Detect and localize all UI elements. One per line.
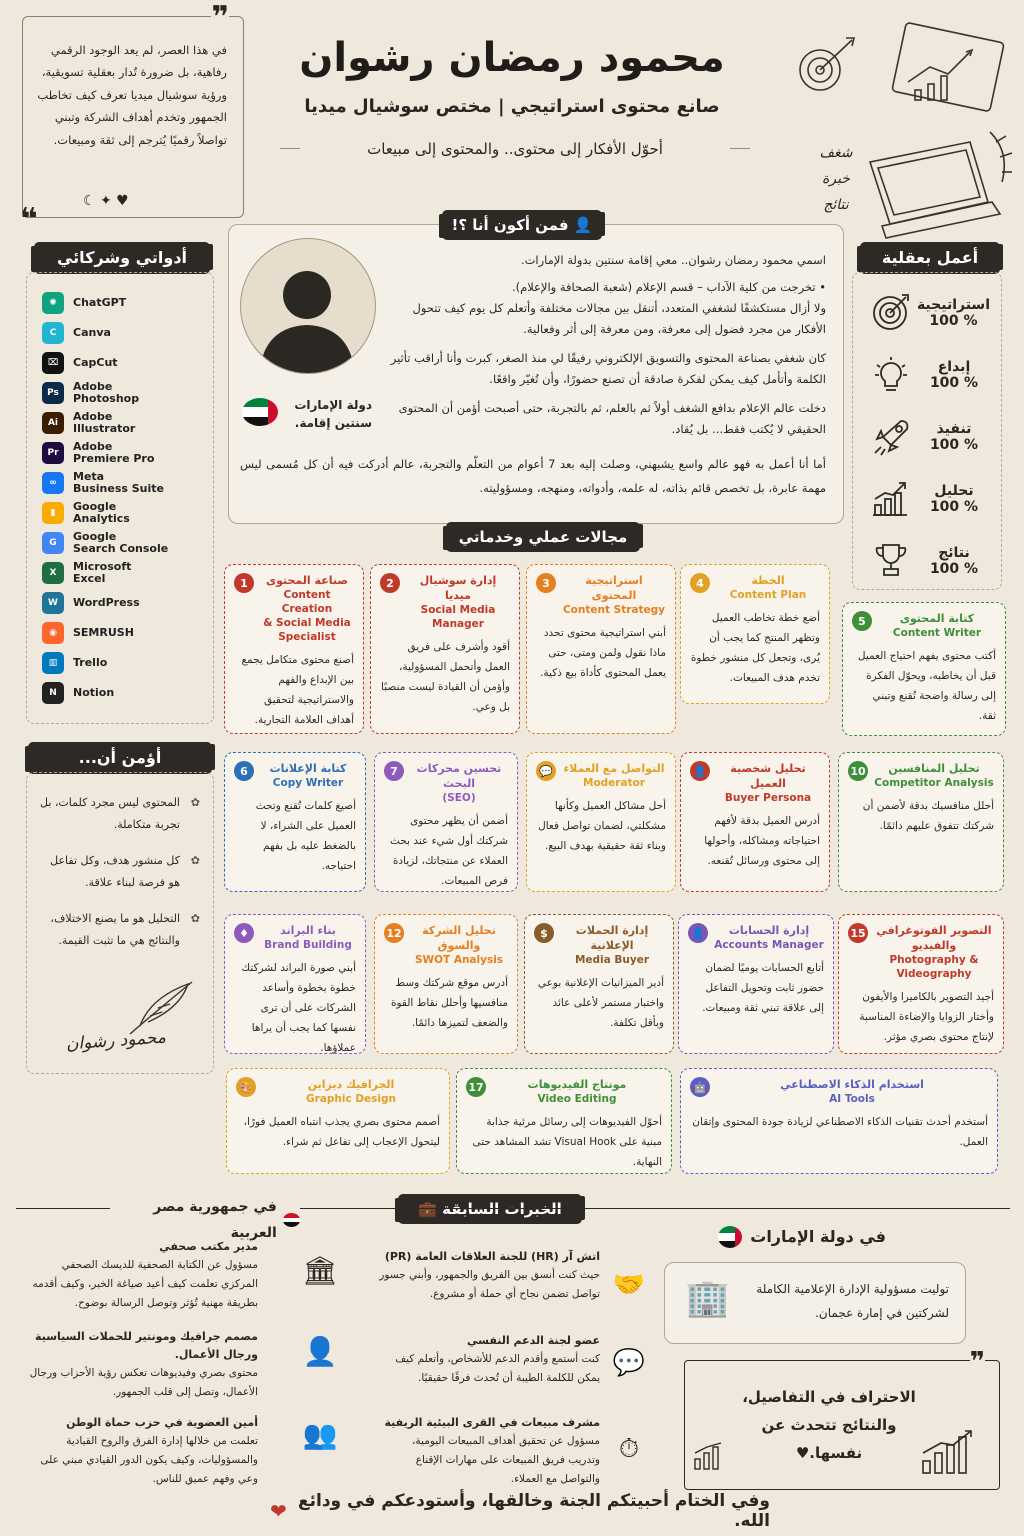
country-label: دولة الإمارات [294,398,372,412]
service-number-badge: 3 [536,573,556,593]
experience-body: حيث كنت أنسق بين الفريق والجمهور، وأبني جسور تواصل تضمن نجاح أي حملة أو مشروع. [379,1269,600,1300]
small-chart-icon [693,1441,729,1471]
service-title-en: Graphic Design [305,1093,397,1105]
service-number-badge: 6 [234,761,254,781]
service-title-ar: استخدام الذكاء الاصطناعي [780,1078,924,1091]
services-title: مجالات عملي وخدماتي [448,524,638,550]
service-number-badge: 👤 [690,761,710,781]
experience-mid-list [378,1248,600,1489]
service-description: أقود وأشرف على فريق العمل وأتحمل المسؤولية، وأؤمن أن القيادة ليست منصبًا بل وعي. [381,641,510,713]
service-description: أضع خطة تخاطب العميل وتظهر المنتج كما يجب أن يُرى، وتجعل كل منشور خطوة تخدم هدف المبيعات. [690,612,820,684]
service-header [384,923,508,967]
skill-text [917,297,990,329]
service-description: أجيد التصوير بالكاميرا والأيفون وأختار الزوايا والإضاءة المناسبة لإنتاج محتوى بصري مؤثر. [859,991,994,1043]
belief-item: ✿ المحتوى ليس مجرد كلمات، بل تجربة متكاملة. [36,792,200,836]
service-title-en: Content Creation & Social Media Specialist [263,589,351,643]
service-title-ar: تحسين محركات البحث [416,762,502,790]
service-title-ar: كتابة المحتوى [899,612,975,625]
photoshop-icon: Ps [42,382,64,404]
skill-item [856,530,998,592]
capcut-icon: ⌧ [42,352,64,374]
person-role: صانع محتوى استراتيجي | مختص سوشيال ميديا [304,96,720,117]
about-text [384,250,826,440]
service-header [848,923,994,981]
beliefs-list [36,792,200,966]
about-p4: كان شغفي بصناعة المحتوى والتسويق الإلكتروني رفيقًا لي منذ الصغر، كبرت وأنا أراقب تأثير الكلمة وأتأمل كيف يمكن لفكرة صادقة أن تصنع حضورًا، وأن تُغيّر واقعًا. [390,351,826,386]
skill-percent: 100 % [929,499,979,515]
handshake-icon: 🤝 [612,1270,646,1300]
google-analytics-icon: ▮ [42,502,64,524]
tool-item [42,498,202,528]
uae-flag-small-icon [718,1226,742,1248]
service-header [848,761,994,790]
tool-item [42,378,202,408]
skill-item [856,406,998,468]
tool-name: Canva [73,326,111,339]
chatgpt-icon: ✺ [42,292,64,314]
illustrator-icon: Ai [42,412,64,434]
service-header [690,573,820,602]
canva-icon: C [42,322,64,344]
service-title-ar: تحليل شخصية العميل [730,762,806,790]
tool-item [42,348,202,378]
service-description: أستخدم أحدث تقنيات الذكاء الاصطناعي لزيادة جودة المحتوى وإتقان العمل. [692,1116,988,1148]
person-silhouette-icon [240,239,375,374]
rocket-icon [864,412,918,462]
tool-item [42,288,202,318]
excel-icon: X [42,562,64,584]
footer [270,1491,770,1531]
tool-name: Microsoft Excel [73,560,132,585]
clock-icon: ⏱ [618,1434,640,1464]
skill-percent: 100 % [929,313,978,329]
notion-icon: N [42,682,64,704]
tool-item [42,468,202,498]
semrush-icon: ◉ [42,622,64,644]
tool-item [42,408,202,438]
service-card [526,752,676,892]
service-description: أصمم محتوى بصري يجذب انتباه العميل فورًا، ليتحول الإعجاب إلى تفاعل ثم شراء. [243,1116,440,1148]
team-icon: 👥 [302,1418,338,1451]
service-header [236,1077,440,1106]
belief-item: ✿ التحليل هو ما يصنع الاختلاف، والنتائج هي ما تثبت القيمة. [36,908,200,952]
tool-item [42,438,202,468]
service-number-badge: 17 [466,1077,486,1097]
side-word-passion: شغف [819,145,853,161]
building-icon: 🏛 [302,1254,338,1287]
service-card [842,602,1006,736]
experience-title: أمين العضوية في حزب حماة الوطن [66,1416,258,1429]
tool-name: Google Analytics [73,500,130,525]
service-card [678,914,834,1054]
service-card [224,914,366,1054]
service-title-en: Content Writer [892,627,982,639]
heart-icon: ❤ [270,1499,287,1523]
tagline: أحوّل الأفكار إلى محتوى.. والمحتوى إلى مبيعات [300,136,730,162]
belief-item: ✿ كل منشور هدف، وكل تفاعل هو فرصة لبناء علاقة. [36,850,200,894]
tools-title: أدواتي وشركائي [36,244,208,272]
person-name: محمود رمضان رشوان [299,35,725,81]
about-title [444,212,600,238]
service-title-ar: إدارة سوشيال ميديا [419,574,497,602]
skills-title: أعمل بعقلية [862,244,998,272]
service-header [234,761,356,790]
support-icon: 💬 [612,1348,646,1378]
service-title-ar: تحليل الشركة والسوق [422,924,496,952]
service-header [536,573,666,617]
service-header [384,761,508,805]
tool-name: Meta Business Suite [73,470,164,495]
experience-item [22,1414,258,1489]
uae-flag-icon [242,398,278,426]
uae-experience-text: توليت مسؤولية الإدارة الإعلامية الكاملة لشركتين في إمارة عجمان. [756,1282,949,1320]
service-description: أدرس العميل بدقة لأفهم احتياجاته ومشاكله، وأحولها إلى محتوى ورسائل تُقنعه. [704,815,820,867]
tool-name: Adobe Photoshop [73,380,140,405]
about-p3: ولا أزال مستكشفًا لشغفي المتعدد، أتنقل بين مجالات مختلفة وأتعلم كل يوم كيف تتحول الأفكار من مجرد فضول إلى معرفة، ومن معرفة إلى أثر وفعالية. [412,301,826,336]
service-title-ar: إدارة الحسابات [728,924,810,937]
service-title-ar: الجرافيك ديزاين [307,1078,395,1091]
tool-item [42,318,202,348]
service-title-ar: الخطة [751,574,785,587]
experience-item [22,1238,258,1328]
service-description: أضمن أن يظهر محتوى شركتك أول شيء عند بحث العملاء عن منتجاتك، لزيادة فرص المبيعات. [389,815,508,887]
service-title-en: Social Media Manager [420,604,496,630]
service-card [224,752,366,892]
tool-name: Google Search Console [73,530,169,555]
side-word-experience: خبرة [822,171,850,187]
service-number-badge: 12 [384,923,404,943]
service-title-ar: مونتاج الفيديوهات [527,1078,627,1091]
service-title-ar: التصوير الفوتوغرافي والفيديو [876,924,992,952]
growth-chart-icon [919,1427,977,1477]
target-arrow-sketch-icon [790,30,860,100]
service-number-badge: 4 [690,573,710,593]
service-card [226,1068,450,1174]
experience-icons-mid [604,1270,654,1465]
side-word-results: نتائج [823,197,849,213]
service-title-ar: كتابة الإعلانات [269,762,347,775]
service-title-en: Photography & Videography [889,954,979,980]
experience-title: اتش آر (HR) للجنة العلاقات العامة (PR) [384,1250,600,1263]
service-title-en: Brand Building [264,939,352,951]
tool-name: Adobe Illustrator [73,410,136,435]
service-card [680,1068,998,1174]
service-title-en: Content Plan [729,589,807,601]
service-header [688,923,824,952]
service-number-badge: 5 [852,611,872,631]
service-title-en: Media Buyer [574,954,650,966]
service-description: أتابع الحسابات يوميًا لضمان حضور ثابت وتحويل التفاعل إلى علاقة تبني ثقة ومبيعات. [702,962,824,1014]
skill-label: تحليل [934,483,974,499]
service-title-ar: بناء البراند [280,924,336,937]
service-description: أحوّل الفيديوهات إلى رسائل مرئية جذابة مبنية على Visual Hook تشد المشاهد حتى النهاية. [472,1116,662,1168]
meta-icon: ∞ [42,472,64,494]
service-title-en: Video Editing [537,1093,617,1105]
experience-title: مدير مكتب صحفي [159,1240,258,1253]
footer-text: وفي الختام أحبيتكم الجنة وخالقها، وأستودعكم في ودائع الله. [298,1491,770,1531]
closing-quote-line2: والنتائج تتحدث عن نفسها.♥ [761,1416,897,1462]
service-title-ar: إدارة الحملات الإعلانية [575,924,649,952]
about-title-text: فمن أكون أنا ؟! [451,216,569,234]
trello-icon: ▥ [42,652,64,674]
residence-label: سنتين إقامة. [294,416,372,430]
service-number-badge: 🎨 [236,1077,256,1097]
wordpress-icon: W [42,592,64,614]
service-title-en: Competitor Analysis [874,777,994,789]
experience-body: محتوى بصري وفيديوهات تعكس رؤية الأحزاب ورجال الأعمال، وتصل إلى قلب الجمهور. [29,1367,258,1398]
trophy-icon [864,536,918,586]
service-description: أصيغ كلمات تُقنع وتحث العميل على الشراء، لا بالضغط عليه بل بفهم احتياجه. [255,800,356,872]
tool-name: SEMRUSH [73,626,134,639]
service-card [680,752,830,892]
egypt-flag-icon [283,1213,300,1227]
tool-item [42,678,202,708]
user-icon: 👤 [568,216,593,234]
tools-list [42,288,202,708]
tool-item [42,558,202,588]
experience-body: مسؤول عن تحقيق أهداف المبيعات اليومية، وتدريب فريق المبيعات على مهارات الإقناع والتواصل مع العملاء. [412,1435,600,1485]
service-number-badge: 💬 [536,761,556,781]
service-title-en: (SEO) [442,792,476,804]
tool-item [42,588,202,618]
skill-label: تنفيذ [936,421,972,437]
tool-item [42,618,202,648]
about-p2: • تخرجت من كلية الآداب – قسم الإعلام (شعبة الصحافة والإعلام). [511,280,826,294]
bar-chart-icon [864,474,918,524]
service-number-badge: 👤 [688,923,708,943]
search-console-icon: G [42,532,64,554]
service-title-en: Content Strategy [562,604,666,616]
service-header [534,923,664,967]
service-number-badge: 10 [848,761,868,781]
quote-mark-icon: ❞ [211,0,229,35]
tool-name: Notion [73,686,115,699]
service-title-en: Accounts Manager [714,939,824,951]
service-number-badge: 7 [384,761,404,781]
avatar [240,238,376,374]
egypt-title: في جمهورية مصر العربية [153,1199,277,1241]
experience-title: عضو لجنة الدعم النفسي [467,1334,600,1347]
office-building-icon: 🏢 [685,1278,730,1319]
skill-item [856,344,998,406]
experience-item [378,1414,600,1489]
quote-box [22,0,244,218]
service-description: أصنع محتوى متكامل يجمع بين الإبداع والفهم والاستراتيجية لتحقيق أهداف العلامة التجارية. [241,654,354,726]
experience-title [400,1196,580,1222]
service-card [374,752,518,892]
service-number-badge: 2 [380,573,400,593]
service-number-badge: 1 [234,573,254,593]
service-description: أدرس موقع شركتك وسط منافسيها وأحلل نقاط القوة والضعف لتميزها دائمًا. [390,977,508,1029]
experience-item [378,1248,600,1332]
skills-list [856,282,998,592]
about-p5: دخلت عالم الإعلام بدافع الشغف أولاً ثم بالعلم، ثم بالتجربة، حتى أصبحت أؤمن أن المحتوى الحقيقي لا يُكتب فقط... بل يُقاد. [398,401,826,436]
page-header [260,30,764,117]
experience-body: مسؤول عن الكتابة الصحفية للديسك الصحفي المركزي تعلمت كيف أعيد صياغة الخبر، وكيف أقدمه بطريقة مهنية تُؤثر وتوصل الرسالة بوضوح. [32,1259,258,1309]
service-header [234,573,354,644]
service-card [526,564,676,734]
service-header [690,1077,988,1106]
service-title-ar: التواصل مع العملاء [563,762,665,775]
about-p6: أما أنا أعمل به فهو عالم واسع يشبهني، وصلت إليه بعد 7 أعوام من التعلّم والتجربة، عالم أدركت فيه أن كل مُسمى ليس مهمة عابرة، بل تخصص قائم بذاته، له علمه، وأدواته، ومنهجه، ومسؤوليته. [240,457,826,495]
uae-experience-card [664,1262,966,1344]
briefcase-icon: 💼 [418,1200,443,1218]
experience-title: مصمم جرافيك ومونتير للحملات السياسية ورجال الأعمال. [35,1330,258,1361]
service-number-badge: $ [534,923,554,943]
experience-icons-left [270,1250,370,1500]
service-card [374,914,518,1054]
service-number-badge: 🤖 [690,1077,710,1097]
closing-quote-text [739,1383,919,1467]
experience-egypt-list [22,1238,258,1489]
uae-heading [706,1220,886,1254]
service-title-en: Buyer Persona [724,792,812,804]
premiere-icon: Pr [42,442,64,464]
service-title-ar: صناعة المحتوى [266,574,348,587]
service-card [456,1068,672,1174]
tool-item [42,528,202,558]
skill-label: استراتيجية [916,297,990,313]
service-card [680,564,830,704]
skill-label: إبداع [937,359,971,375]
service-header [466,1077,662,1106]
experience-body: تعلمت من خلالها إدارة الفرق والروح القيادية والمسؤوليات، وكيف يكون الدور القيادي مبني على وعي وفهم عميق للناس. [40,1435,258,1485]
tool-name: Trello [73,656,108,669]
service-header [234,923,356,952]
quote-mark-bottom-icon: ❝ [20,202,38,237]
service-description: أكتب محتوى يفهم احتياج العميل قبل أن يخاطبه، ويحوّل الفكرة إلى رسالة واضحة تُقنع وتبني ثقة. [857,650,996,722]
experience-item [378,1332,600,1414]
skill-label: نتائج [938,545,970,561]
service-card [524,914,674,1054]
tool-name: WordPress [73,596,140,609]
skill-percent: 100 % [929,375,979,391]
service-header [536,761,666,790]
service-card [370,564,520,734]
experience-title: مشرف مبيعات في القرى البيئية الريفية [384,1416,600,1429]
target-icon [864,288,917,338]
service-description: أبني استراتيجية محتوى تحدد ماذا نقول ولمن ومتى، حتى يعمل المحتوى كأداة بيع ذكية. [540,627,666,679]
experience-item [22,1328,258,1414]
service-title-ar: تحليل المنافسين [888,762,980,775]
service-number-badge: ♦ [234,923,254,943]
skill-text [918,483,990,515]
tool-name: ChatGPT [73,296,127,309]
tool-name: Adobe Premiere Pro [73,440,155,465]
service-title-en: SWOT Analysis [414,954,504,966]
service-card [838,752,1004,892]
service-description: أبني صورة البراند لشركتك خطوة بخطوة وأساعد الشركات على أن ترى نفسها كما يجب أن يراها عملاؤها. [241,962,356,1054]
experience-body: كنت أستمع وأقدم الدعم للأشخاص، وأتعلم كيف يمكن للكلمة الطيبة أن تُحدث فرقًا حقيقيًا. [395,1353,600,1384]
residence-info [286,396,372,432]
signature: محمود رشوان [65,1027,167,1055]
service-card [838,914,1004,1054]
uae-title: في دولة الإمارات [750,1227,886,1246]
experience-title-text: الخبرات السابقة [442,1200,562,1218]
service-title-ar: استراتيجية المحتوى [585,574,643,602]
skill-text [918,359,990,391]
service-title-en: Moderator [583,777,645,789]
closing-quote-line1: الاحتراف في التفاصيل، [742,1388,916,1406]
quote-text: في هذا العصر، لم يعد الوجود الرقمي رفاهية، بل ضرورة تُدار بعقلية تسويقية، ورؤية سوشيال ميديا تعرف كيف تخاطب الجمهور وتخدم أهداف الشركة وتبني تواصلاً رقميًا يُترجم إلى ثقة ومبيعات. [37,43,227,147]
service-description: أدير الميزانيات الإعلانية بوعي واختبار مستمر لأعلى عائد وبأقل تكلفة. [537,977,664,1029]
skill-text [918,545,990,577]
skill-item [856,282,998,344]
skill-item [856,468,998,530]
tool-name: CapCut [73,356,118,369]
designer-icon: 👤 [302,1335,338,1368]
quote-mark-icon: ❞ [969,1347,985,1377]
service-title-en: AI Tools [829,1093,875,1105]
service-card [224,564,364,734]
service-header [380,573,510,631]
beliefs-title: أؤمن أن... [30,744,210,772]
service-description: أحل مشاكل العميل وكأنها مشكلتي، لضمان تواصل فعال وبناء ثقة حقيقية بهدف البيع. [538,800,666,852]
service-title-en: Copy Writer [272,777,344,789]
skill-percent: 100 % [929,437,979,453]
skill-text [918,421,990,453]
skill-percent: 100 % [929,561,979,577]
heart-icon: ♥ ✦ ☾ [83,193,129,209]
service-header [690,761,820,805]
closing-quote-box [684,1347,1000,1490]
service-description: أحلل منافسيك بدقة لأضمن أن شركتك تتفوق عليهم دائمًا. [862,800,994,832]
about-p1: اسمي محمود رمضان رشوان.. معي إقامة سنتين بدولة الإمارات. [520,253,826,267]
service-header [852,611,996,640]
tool-item [42,648,202,678]
lightbulb-icon [864,350,918,400]
service-number-badge: 15 [848,923,868,943]
